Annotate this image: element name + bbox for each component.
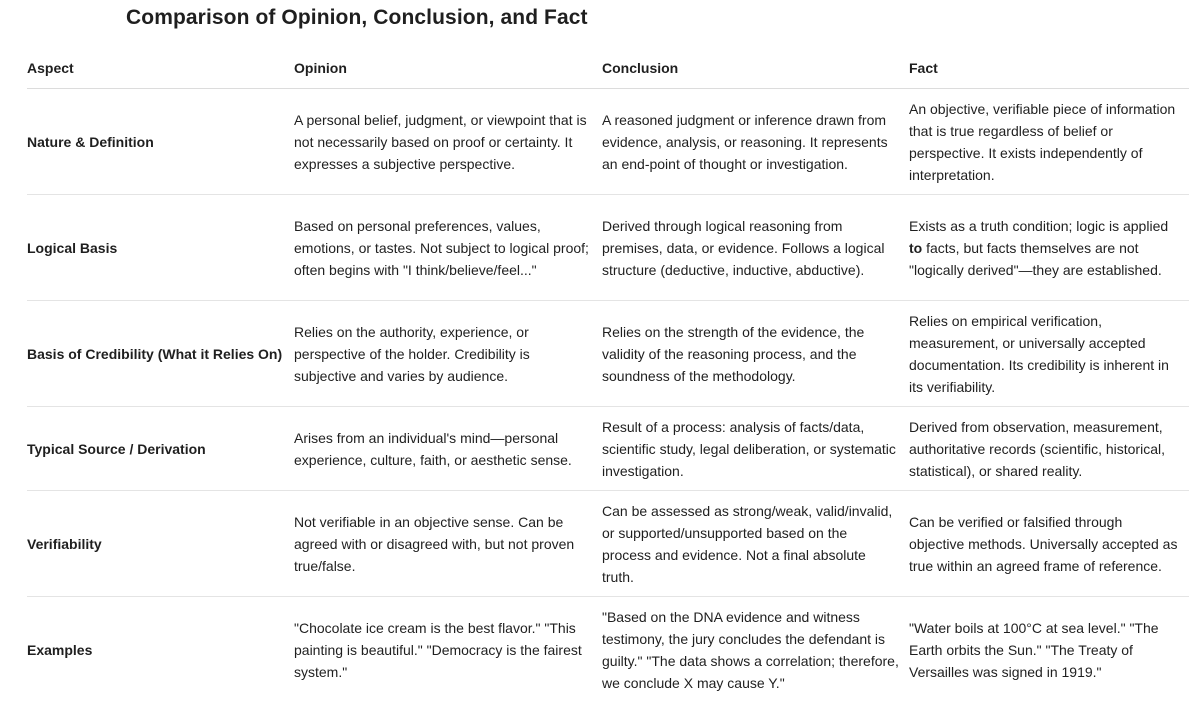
table-row <box>27 195 1189 301</box>
comparison-table <box>27 48 1189 702</box>
header-aspect: Aspect <box>27 48 294 89</box>
header-fact: Fact <box>909 48 1189 89</box>
fact-cell: Derived from observation, measurement, authoritative records (scientific, historical, statistical), or shared reality. <box>909 407 1189 491</box>
fact-cell: An objective, verifiable piece of information that is true regardless of belief or perspective. It exists independently of interpretation. <box>909 89 1189 195</box>
header-conclusion: Conclusion <box>602 48 909 89</box>
opinion-cell: Not verifiable in an objective sense. Can be agreed with or disagreed with, but not proven true/false. <box>294 491 602 597</box>
conclusion-cell: Result of a process: analysis of facts/data, scientific study, legal deliberation, or systematic investigation. <box>602 407 909 491</box>
table-row <box>27 407 1189 491</box>
opinion-cell: Arises from an individual's mind—personal experience, culture, faith, or aesthetic sense. <box>294 407 602 491</box>
aspect-cell: Basis of Credibility (What it Relies On) <box>27 301 294 407</box>
fact-text-post: facts, but facts themselves are not "logically derived"—they are established. <box>909 240 1162 278</box>
opinion-cell: Based on personal preferences, values, emotions, or tastes. Not subject to logical proof; often begins with "I think/believe/feel..." <box>294 195 602 301</box>
table-header-row <box>27 48 1189 89</box>
header-opinion: Opinion <box>294 48 602 89</box>
conclusion-cell: Derived through logical reasoning from premises, data, or evidence. Follows a logical structure (deductive, inductive, abductive). <box>602 195 909 301</box>
conclusion-cell: A reasoned judgment or inference drawn from evidence, analysis, or reasoning. It represents an end-point of thought or investigation. <box>602 89 909 195</box>
opinion-cell: A personal belief, judgment, or viewpoint that is not necessarily based on proof or certainty. It expresses a subjective perspective. <box>294 89 602 195</box>
fact-text-bold: to <box>909 240 922 256</box>
table-row <box>27 491 1189 597</box>
table-row <box>27 89 1189 195</box>
table-row <box>27 301 1189 407</box>
fact-cell: "Water boils at 100°C at sea level." "The Earth orbits the Sun." "The Treaty of Versailles was signed in 1919." <box>909 597 1189 702</box>
fact-cell: Can be verified or falsified through objective methods. Universally accepted as true within an agreed frame of reference. <box>909 491 1189 597</box>
opinion-cell: "Chocolate ice cream is the best flavor." "This painting is beautiful." "Democracy is the fairest system." <box>294 597 602 702</box>
fact-cell: Relies on empirical verification, measurement, or universally accepted documentation. Its credibility is inherent in its verifiability. <box>909 301 1189 407</box>
page-title: Comparison of Opinion, Conclusion, and Fact <box>126 6 588 30</box>
fact-text-pre: Exists as a truth condition; logic is applied <box>909 218 1168 234</box>
aspect-cell: Nature & Definition <box>27 89 294 195</box>
aspect-cell: Verifiability <box>27 491 294 597</box>
aspect-cell: Examples <box>27 597 294 702</box>
conclusion-cell: "Based on the DNA evidence and witness testimony, the jury concludes the defendant is guilty." "The data shows a correlation; therefore, we conclude X may cause Y." <box>602 597 909 702</box>
fact-cell <box>909 195 1189 301</box>
aspect-cell: Typical Source / Derivation <box>27 407 294 491</box>
aspect-cell: Logical Basis <box>27 195 294 301</box>
table-row <box>27 597 1189 702</box>
conclusion-cell: Relies on the strength of the evidence, the validity of the reasoning process, and the soundness of the methodology. <box>602 301 909 407</box>
conclusion-cell: Can be assessed as strong/weak, valid/invalid, or supported/unsupported based on the process and evidence. Not a final absolute truth. <box>602 491 909 597</box>
opinion-cell: Relies on the authority, experience, or perspective of the holder. Credibility is subjective and varies by audience. <box>294 301 602 407</box>
